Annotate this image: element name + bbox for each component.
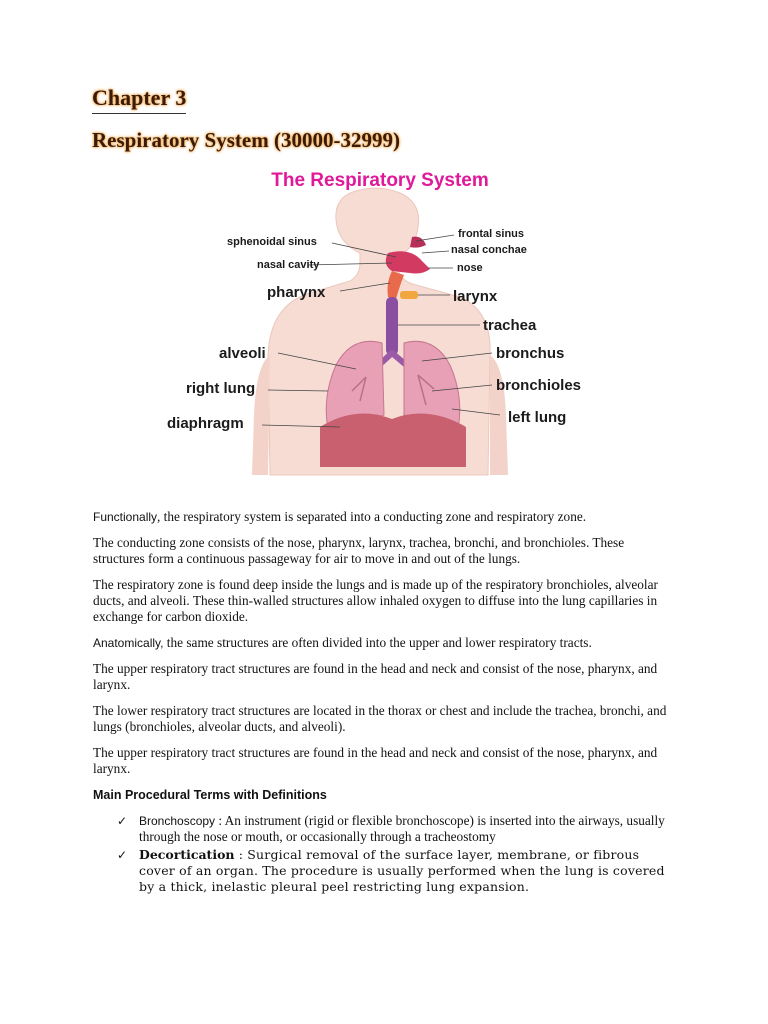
paragraph-upper-tract-repeat: The upper respiratory tract structures are found in the head and neck and consist of the nose, pharynx, and larynx. (93, 745, 658, 776)
larynx-shape (400, 291, 418, 299)
respiratory-system-figure (160, 165, 600, 477)
section-title: Respiratory System (30000-32999) (92, 128, 400, 152)
label-nasal-conchae: nasal conchae (451, 244, 527, 256)
paragraph-lower-tract: The lower respiratory tract structures are located in the thorax or chest and include the trachea, bronchi, and lungs (bronchioles, alveolar ducts, and alveoli). (93, 703, 667, 734)
term-definition-bronchoscopy: : An instrument (rigid or flexible bronchoscope) is inserted into the airways, usually through the nose or mouth, or occasionally through a tracheostomy (139, 813, 665, 844)
lead-functionally: Functionally (93, 510, 158, 524)
paragraph-respiratory-zone: The respiratory zone is found deep inside the lungs and is made up of the respiratory bronchioles, alveolar ducts, and alveoli. These thin-walled structures allow inhaled oxygen to diffuse into the lung capillaries in exchange for carbon dioxide. (93, 577, 658, 624)
label-left-lung: left lung (508, 409, 567, 426)
paragraph-conducting-zone: The conducting zone consists of the nose, pharynx, larynx, trachea, bronchi, and bronchioles. These structures form a continuous passageway for air to move in and out of the lungs. (93, 535, 625, 566)
label-nasal-cavity: nasal cavity (257, 259, 320, 271)
checkmark-icon: ✓ (117, 848, 128, 862)
terms-heading: Main Procedural Terms with Definitions (93, 788, 327, 802)
label-bronchioles: bronchioles (496, 377, 582, 394)
checkmark-icon: ✓ (117, 814, 128, 828)
label-trachea: trachea (483, 317, 537, 334)
paragraph-upper-tract: The upper respiratory tract structures are found in the head and neck and consist of the nose, pharynx, and larynx. (93, 661, 658, 692)
label-diaphragm: diaphragm (167, 415, 244, 432)
chapter-heading: Chapter 3 (92, 84, 186, 114)
label-frontal-sinus: frontal sinus (458, 228, 525, 240)
label-alveoli: alveoli (219, 345, 266, 362)
paragraph-anatomically-text: the same structures are often divided into the upper and lower respiratory tracts. (163, 635, 592, 650)
label-pharynx: pharynx (267, 284, 326, 301)
left-arm (252, 355, 270, 475)
term-name-decortication: Decortication (139, 847, 235, 862)
terms-list (93, 813, 673, 895)
paragraph-functionally (93, 509, 673, 525)
term-definition-decortication: : Surgical removal of the surface layer, membrane, or fibrous cover of an organ. The procedure is usually performed when the lung is covered by a thick, inelastic pleural peel restricting lung expansion. (139, 847, 665, 894)
label-larynx: larynx (453, 288, 498, 305)
body-text (93, 509, 673, 897)
paragraph-functionally-text: , the respiratory system is separated into a conducting zone and respiratory zone. (157, 509, 587, 524)
term-name-bronchoscopy: Bronchoscopy (139, 814, 216, 828)
label-right-lung: right lung (186, 380, 256, 397)
nasal-cavity-shape (386, 251, 430, 273)
lead-anatomically: Anatomically, (93, 636, 164, 650)
label-bronchus: bronchus (496, 345, 565, 362)
label-nose: nose (457, 262, 483, 274)
paragraph-anatomically (93, 635, 673, 651)
term-item-bronchoscopy (117, 813, 673, 845)
diaphragm-shape (320, 414, 466, 467)
label-sphenoidal-sinus: sphenoidal sinus (227, 236, 317, 248)
frontal-sinus-shape (410, 237, 426, 248)
figure-title: The Respiratory System (271, 170, 489, 191)
trachea-shape (386, 297, 398, 355)
term-item-decortication (117, 847, 673, 895)
